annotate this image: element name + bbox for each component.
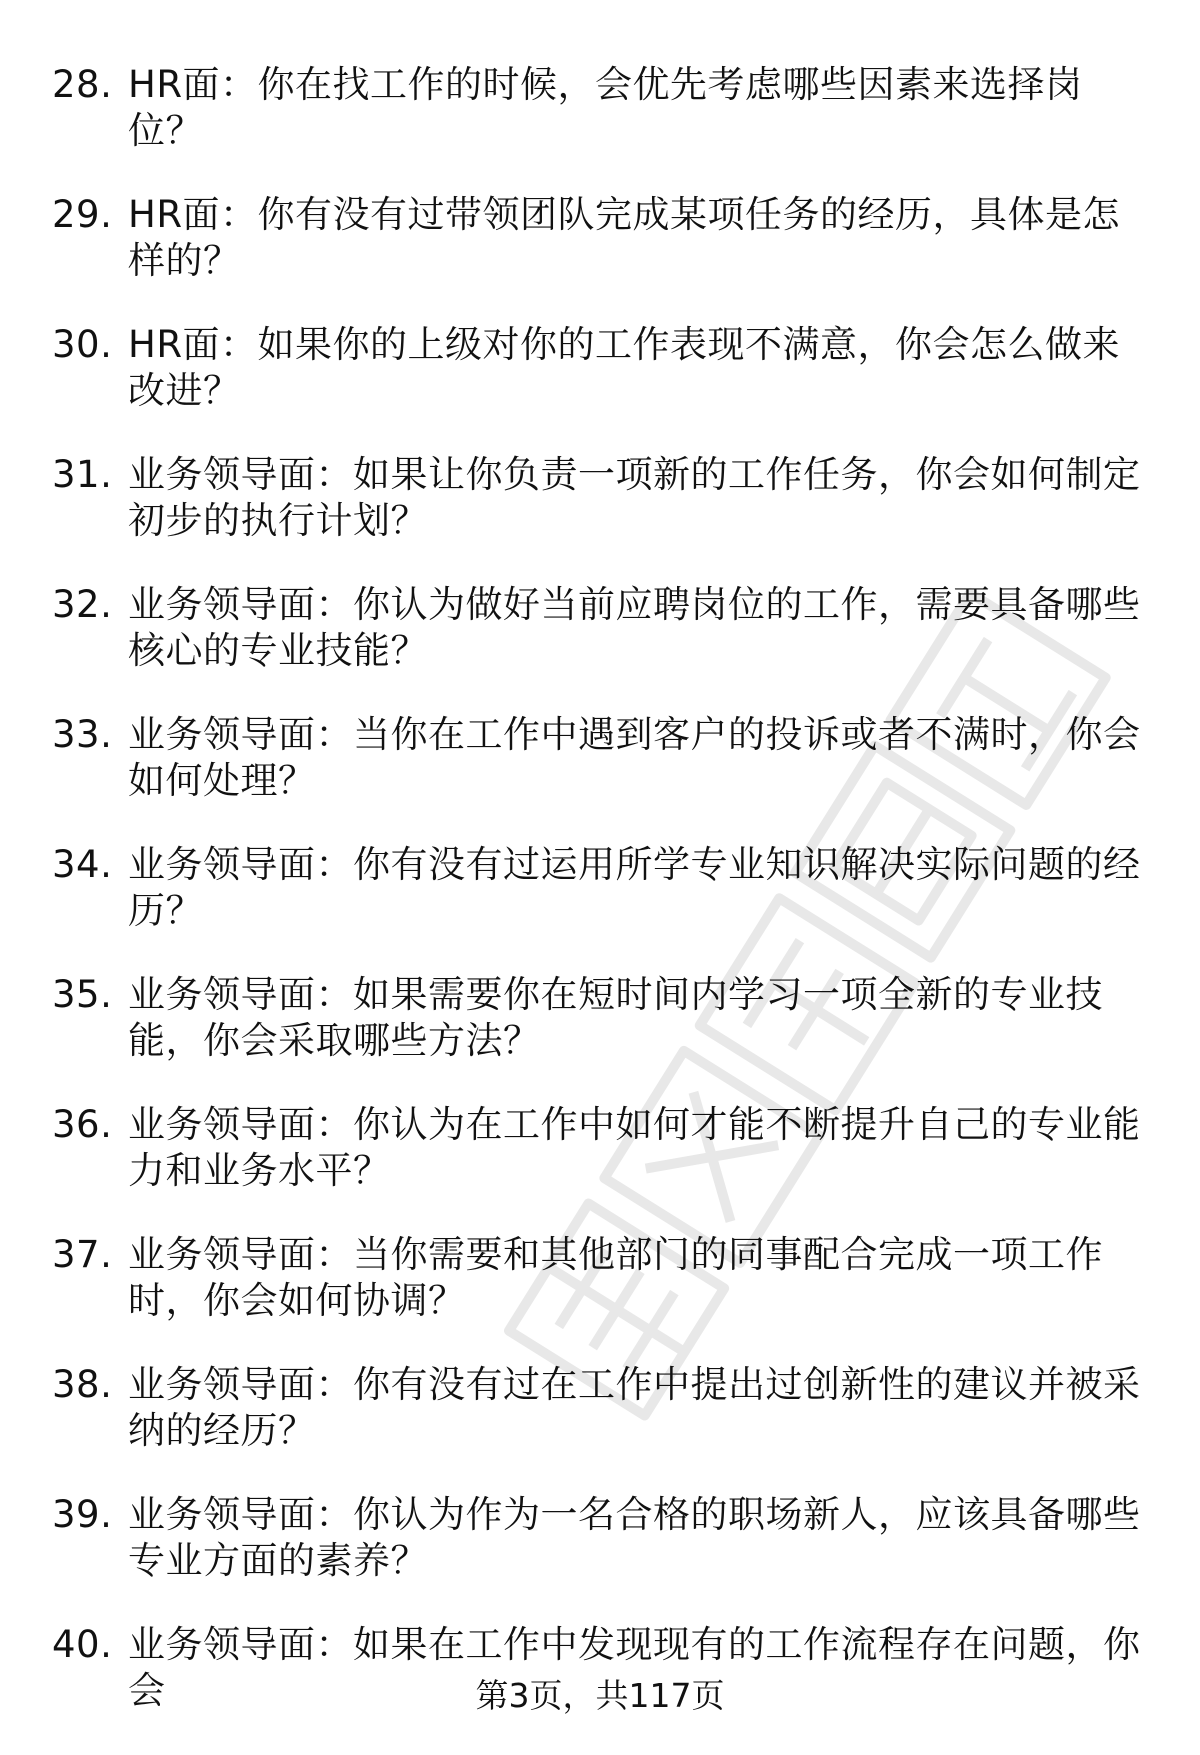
list-item [52,1232,1152,1324]
question-text: HR面：你在找工作的时候，会优先考虑哪些因素来选择岗位？ [128,63,1083,152]
question-text: 业务领导面：当你需要和其他部门的同事配合完成一项工作时，你会如何协调？ [128,1233,1103,1322]
question-number: 38. [52,1363,113,1406]
question-number: 31. [52,453,113,496]
list-item [52,1492,1152,1584]
list-item [52,1362,1152,1454]
question-number: 36. [52,1103,113,1146]
list-item [52,582,1152,674]
question-text: 业务领导面：如果在工作中发现现有的工作流程存在问题，你会 [128,1623,1141,1712]
question-text: 业务领导面：如果让你负责一项新的工作任务，你会如何制定初步的执行计划？ [128,453,1141,542]
question-number: 37. [52,1233,113,1276]
question-number: 30. [52,323,113,366]
question-number: 39. [52,1493,113,1536]
question-number: 35. [52,973,113,1016]
page-footer: 第3页，共117页 [475,1676,725,1715]
question-text: 业务领导面：如果需要你在短时间内学习一项全新的专业技能，你会采取哪些方法？ [128,973,1103,1062]
question-text: 业务领导面：你认为做好当前应聘岗位的工作，需要具备哪些核心的专业技能？ [128,583,1141,672]
question-text: 业务领导面：当你在工作中遇到客户的投诉或者不满时，你会如何处理？ [128,713,1141,802]
question-number: 33. [52,713,113,756]
list-item [52,192,1152,284]
question-text: HR面：你有没有过带领团队完成某项任务的经历，具体是怎样的？ [128,193,1121,282]
list-item [52,712,1152,804]
question-number: 28. [52,63,113,106]
question-number: 32. [52,583,113,626]
list-item [52,842,1152,934]
question-number: 34. [52,843,113,886]
question-number: 40. [52,1623,113,1666]
list-item [52,1102,1152,1194]
list-item [52,322,1152,414]
question-list [52,62,1152,1752]
list-item [52,452,1152,544]
question-text: 业务领导面：你有没有过运用所学专业知识解决实际问题的经历？ [128,843,1141,932]
list-item [52,62,1152,154]
question-number: 29. [52,193,113,236]
question-text: 业务领导面：你认为作为一名合格的职场新人，应该具备哪些专业方面的素养？ [128,1493,1141,1582]
question-text: HR面：如果你的上级对你的工作表现不满意，你会怎么做来改进？ [128,323,1121,412]
list-item [52,972,1152,1064]
question-text: 业务领导面：你有没有过在工作中提出过创新性的建议并被采纳的经历？ [128,1363,1141,1452]
question-text: 业务领导面：你认为在工作中如何才能不断提升自己的专业能力和业务水平？ [128,1103,1141,1192]
